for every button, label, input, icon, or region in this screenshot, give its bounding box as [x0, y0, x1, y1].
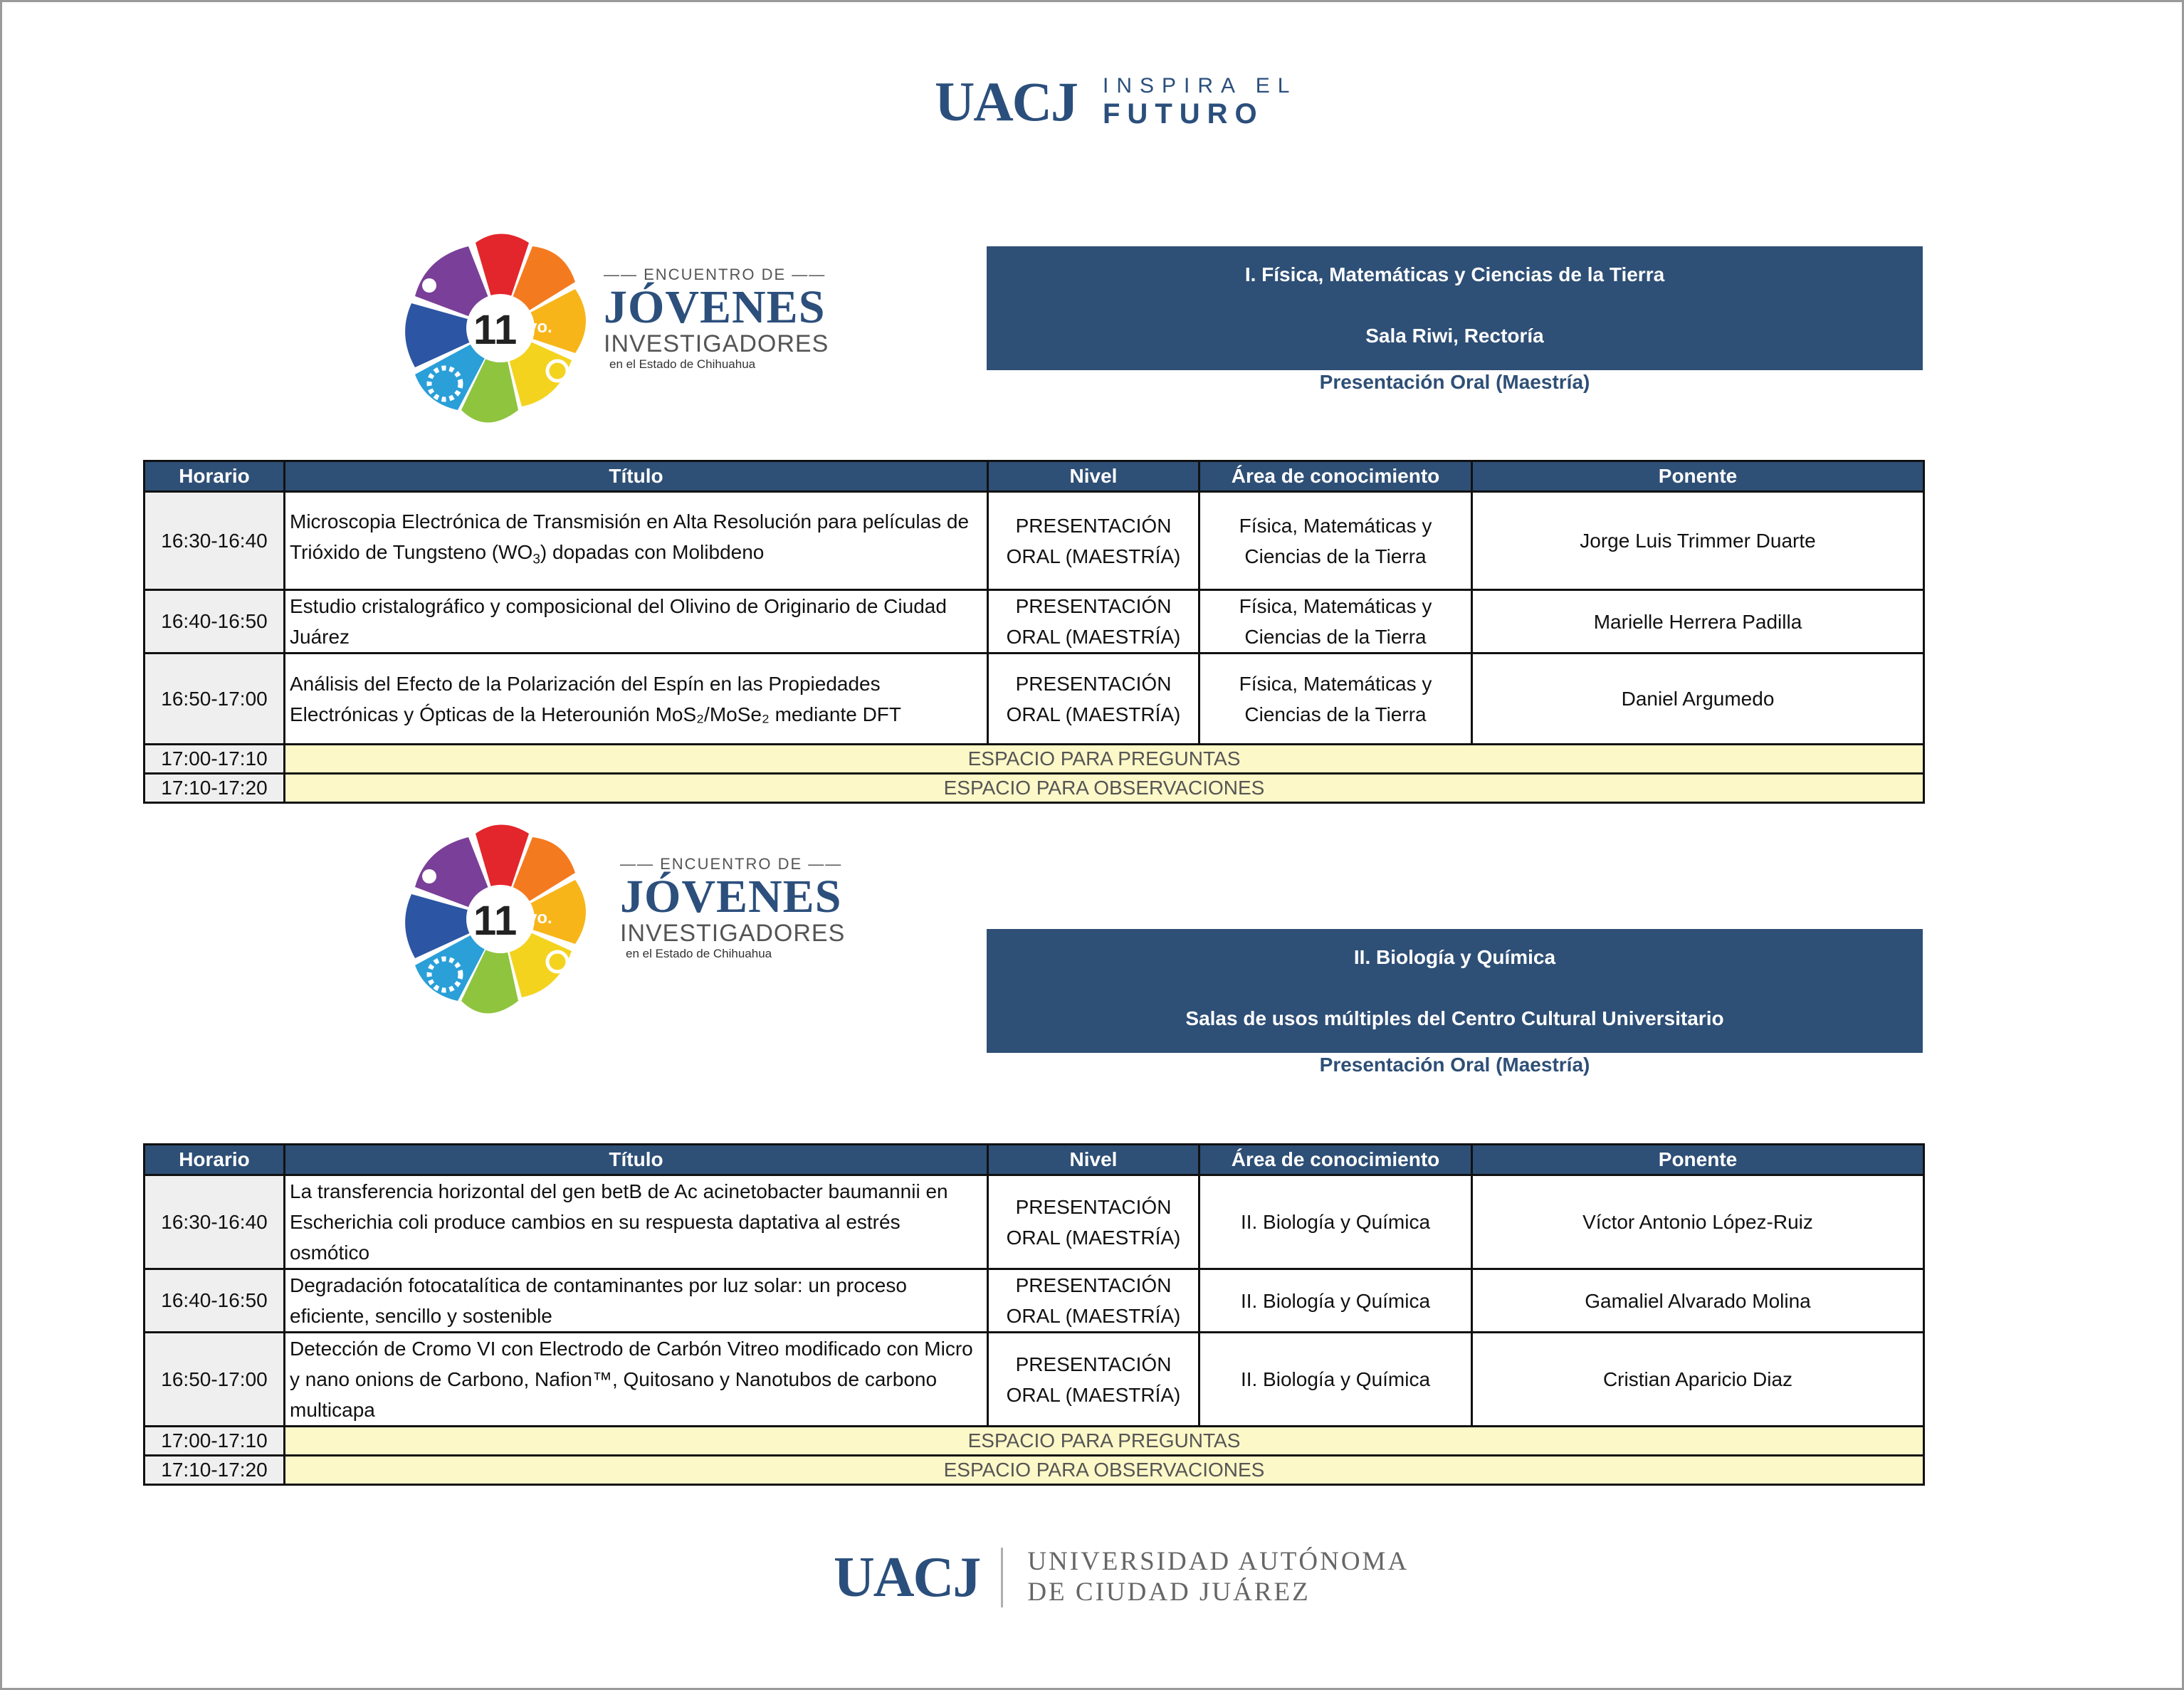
title-cell: Microscopia Electrónica de Transmisión en Alta Resolución para películas de Trióxido de Tungsteno $(WO_3)$ dopadas con Molibdeno — [285, 492, 988, 590]
flower-logo-icon — [394, 819, 607, 1026]
break-row-preguntas — [145, 1427, 1924, 1456]
time-cell: 16:40-16:50 — [145, 1269, 285, 1333]
section-2-venue: Salas de usos múltiples del Centro Cultural Universitario — [1185, 1007, 1724, 1029]
time-cell: 17:00-17:10 — [145, 1427, 285, 1456]
break-label: ESPACIO PARA PREGUNTAS — [285, 745, 1924, 774]
uacj-wordmark: UACJ — [935, 70, 1077, 132]
break-label: ESPACIO PARA OBSERVACIONES — [285, 774, 1924, 803]
table-row — [145, 1333, 1924, 1427]
level-cell: PRESENTACIÓN ORAL (MAESTRÍA) — [988, 654, 1199, 745]
time-cell: 16:50-17:00 — [145, 654, 285, 745]
title-cell: Detección de Cromo VI con Electrodo de Carbón Vitreo modificado con Micro y nano onions de Carbono, Nafion™, Quitosano y Nanotubos de carbono multicapa — [285, 1333, 988, 1427]
speaker-cell: Víctor Antonio López-Ruiz — [1472, 1175, 1924, 1269]
section-1-subtitle: Presentación Oral (Maestría) — [1319, 371, 1590, 393]
table-header-row — [145, 1145, 1924, 1175]
speaker-cell: Cristian Aparicio Diaz — [1472, 1333, 1924, 1427]
uacj-footer-logo — [834, 1547, 1409, 1607]
table-row — [145, 1269, 1924, 1333]
section-1-header — [987, 246, 1923, 370]
time-cell: 16:30-16:40 — [145, 492, 285, 590]
logo-investigadores: INVESTIGADORES — [620, 920, 846, 947]
schedule-table-2 — [143, 1143, 1925, 1486]
uacj-wordmark: UACJ — [834, 1545, 980, 1609]
col-titulo: Título — [285, 461, 988, 492]
area-cell: Física, Matemáticas y Ciencias de la Tierra — [1199, 654, 1472, 745]
logo-jovenes: JÓVENES — [604, 281, 826, 333]
logo-text-2 — [620, 855, 845, 961]
break-row-observaciones — [145, 774, 1924, 803]
speaker-cell: Marielle Herrera Padilla — [1472, 590, 1924, 654]
area-cell: II. Biología y Química — [1199, 1333, 1472, 1427]
col-area: Área de conocimiento — [1199, 461, 1472, 492]
logo-estado: en el Estado de Chihuahua — [609, 357, 756, 372]
table-row — [145, 590, 1924, 654]
logo-ordinal: vo. — [527, 908, 552, 928]
title-cell: Degradación fotocatalítica de contaminantes por luz solar: un proceso eficiente, sencillo y sostenible — [285, 1269, 988, 1333]
speaker-cell: Jorge Luis Trimmer Duarte — [1472, 492, 1924, 590]
section-2-title: II. Biología y Química — [1353, 946, 1556, 968]
col-nivel: Nivel — [988, 461, 1199, 492]
univ-line2: DE CIUDAD JUÁREZ — [1027, 1577, 1311, 1607]
area-cell: Física, Matemáticas y Ciencias de la Tierra — [1199, 590, 1472, 654]
level-cell: PRESENTACIÓN ORAL (MAESTRÍA) — [988, 590, 1199, 654]
time-cell: 16:50-17:00 — [145, 1333, 285, 1427]
table-row — [145, 1175, 1924, 1269]
col-ponente: Ponente — [1472, 1145, 1924, 1175]
section-2-subtitle: Presentación Oral (Maestría) — [1319, 1054, 1590, 1076]
uacj-header-logo — [935, 72, 1297, 132]
break-label: ESPACIO PARA PREGUNTAS — [285, 1427, 1924, 1456]
table-row — [145, 492, 1924, 590]
section-1-venue: Sala Riwi, Rectoría — [1365, 325, 1544, 347]
level-cell: PRESENTACIÓN ORAL (MAESTRÍA) — [988, 1333, 1199, 1427]
time-cell: 17:10-17:20 — [145, 774, 285, 803]
col-horario: Horario — [145, 1145, 285, 1175]
slogan-line2: FUTURO — [1103, 98, 1264, 130]
table-row — [145, 654, 1924, 745]
col-titulo: Título — [285, 1145, 988, 1175]
speaker-cell: Daniel Argumedo — [1472, 654, 1924, 745]
flower-logo-icon — [394, 229, 607, 435]
slogan-line1: INSPIRA EL — [1103, 74, 1298, 98]
title-cell: Estudio cristalográfico y composicional del Olivino de Originario de Ciudad Juárez — [285, 590, 988, 654]
section-1-title: I. Física, Matemáticas y Ciencias de la Tierra — [1244, 263, 1665, 285]
table-header-row — [145, 461, 1924, 492]
logo-number: 11 — [473, 307, 518, 353]
col-area: Área de conocimiento — [1199, 1145, 1472, 1175]
time-cell: 16:40-16:50 — [145, 590, 285, 654]
slogan — [1103, 75, 1297, 128]
logo-investigadores: INVESTIGADORES — [604, 330, 829, 357]
level-cell: PRESENTACIÓN ORAL (MAESTRÍA) — [988, 1269, 1199, 1333]
university-name — [1027, 1547, 1409, 1607]
logo-text-1 — [604, 266, 829, 372]
area-cell: Física, Matemáticas y Ciencias de la Tierra — [1199, 492, 1472, 590]
break-row-observaciones — [145, 1456, 1924, 1485]
break-row-preguntas — [145, 745, 1924, 774]
logo-encuentro: —— ENCUENTRO DE —— — [620, 855, 843, 873]
section-2-header — [987, 929, 1923, 1053]
break-label: ESPACIO PARA OBSERVACIONES — [285, 1456, 1924, 1485]
time-cell: 17:10-17:20 — [145, 1456, 285, 1485]
time-cell: 17:00-17:10 — [145, 745, 285, 774]
univ-line1: UNIVERSIDAD AUTÓNOMA — [1027, 1547, 1409, 1576]
area-cell: II. Biología y Química — [1199, 1269, 1472, 1333]
title-cell: La transferencia horizontal del gen betB de Ac acinetobacter baumannii en Escherichia coli produce cambios en su respuesta daptativa al estrés osmótico — [285, 1175, 988, 1269]
col-horario: Horario — [145, 461, 285, 492]
divider — [1001, 1548, 1003, 1607]
schedule-table-1 — [143, 460, 1925, 804]
logo-number: 11 — [473, 898, 518, 944]
logo-estado: en el Estado de Chihuahua — [626, 947, 772, 961]
logo-encuentro: —— ENCUENTRO DE —— — [604, 266, 826, 283]
area-cell: II. Biología y Química — [1199, 1175, 1472, 1269]
logo-ordinal: vo. — [527, 317, 552, 337]
level-cell: PRESENTACIÓN ORAL (MAESTRÍA) — [988, 1175, 1199, 1269]
time-cell: 16:30-16:40 — [145, 1175, 285, 1269]
title-cell: Análisis del Efecto de la Polarización del Espín en las Propiedades Electrónicas y Ópticas de la Heterounión MoS₂/MoSe₂ mediante DFT — [285, 654, 988, 745]
level-cell: PRESENTACIÓN ORAL (MAESTRÍA) — [988, 492, 1199, 590]
col-nivel: Nivel — [988, 1145, 1199, 1175]
col-ponente: Ponente — [1472, 461, 1924, 492]
logo-jovenes: JÓVENES — [620, 871, 842, 923]
speaker-cell: Gamaliel Alvarado Molina — [1472, 1269, 1924, 1333]
